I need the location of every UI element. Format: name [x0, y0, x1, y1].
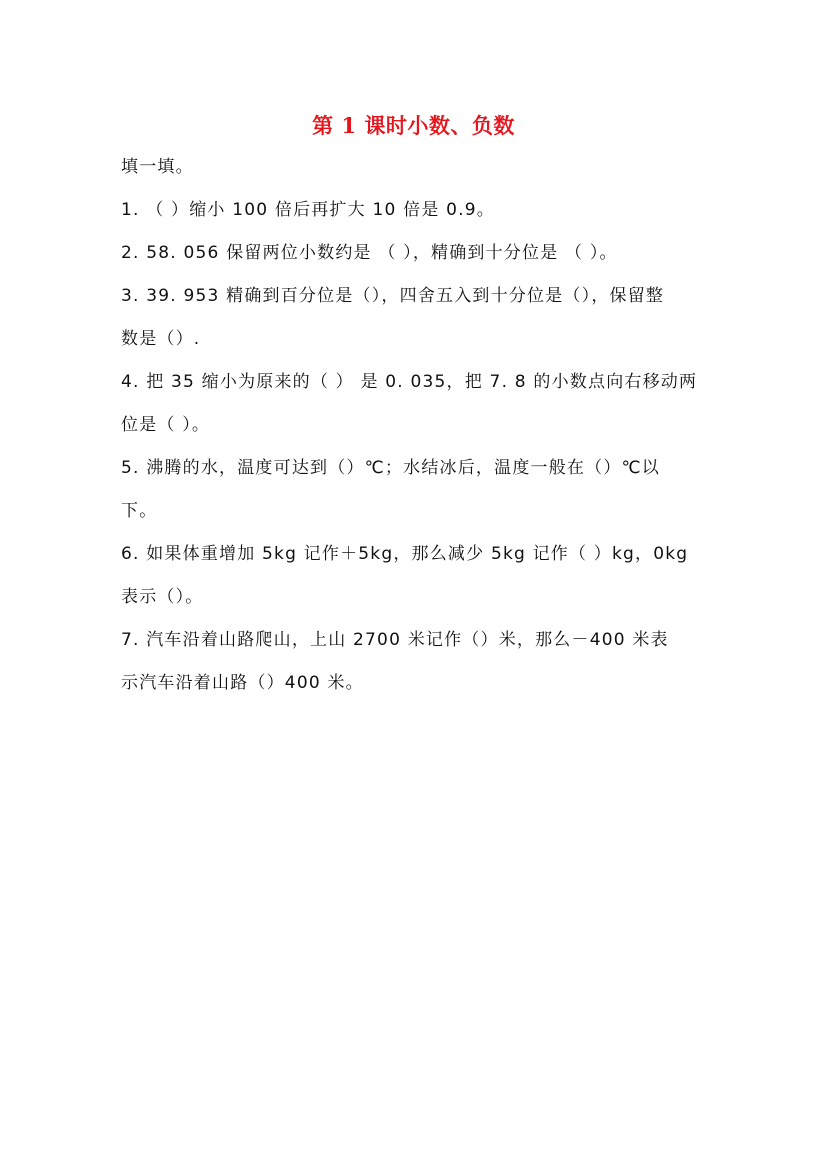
question-1 — [121, 189, 681, 232]
question-line: 数是（）. — [121, 329, 201, 349]
question-line: 位是（ ）。 — [121, 415, 211, 435]
question-line: 下。 — [121, 501, 158, 521]
question-line: 6. 如果体重增加 5kg 记作＋5kg，那么减少 5kg 记作（ ）kg，0kg — [121, 544, 689, 564]
question-3 — [121, 275, 681, 361]
question-line: 示汽车沿着山路（）400 米。 — [121, 673, 364, 693]
question-line: 3. 39. 953 精确到百分位是（），四舍五入到十分位是（），保留整 — [121, 286, 665, 306]
question-5 — [121, 447, 681, 533]
question-line: 2. 58. 056 保留两位小数约是 （ ），精确到十分位是 （ ）。 — [121, 243, 618, 263]
section-heading: 填一填。 — [121, 157, 194, 177]
exercise-content — [121, 146, 698, 705]
question-line: 5. 沸腾的水，温度可达到（）℃；水结冰后，温度一般在（）℃以 — [121, 458, 661, 478]
question-line: 4. 把 35 缩小为原来的（ ） 是 0. 035，把 7. 8 的小数点向右移动两 — [121, 372, 698, 392]
question-line: 表示（）。 — [121, 587, 204, 607]
question-7 — [121, 619, 681, 705]
question-line: 1. （ ）缩小 100 倍后再扩大 10 倍是 0.9。 — [121, 200, 495, 220]
question-6 — [121, 533, 689, 619]
question-4 — [121, 361, 698, 447]
lesson-title: 第 1 课时小数、负数 — [312, 113, 515, 138]
question-2 — [121, 232, 681, 275]
question-line: 7. 汽车沿着山路爬山，上山 2700 米记作（）米，那么－400 米表 — [121, 630, 669, 650]
